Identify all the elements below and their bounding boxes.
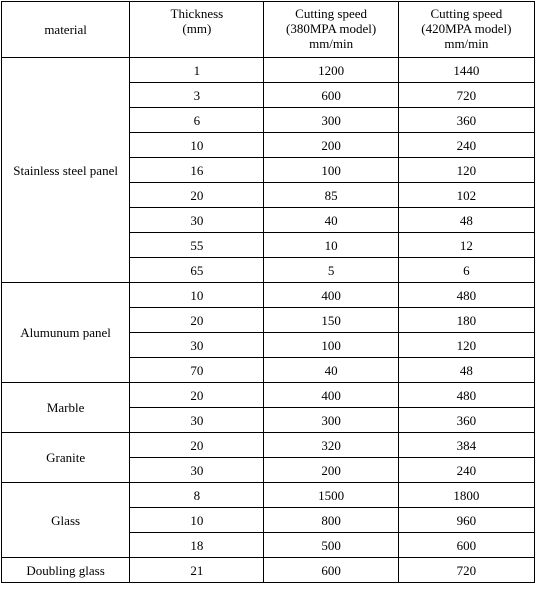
thickness-cell: 30 xyxy=(130,458,264,483)
speed-420-cell: 1440 xyxy=(398,58,534,83)
speed-420-header-line: Cutting speed xyxy=(430,6,503,21)
material-cell: Alumunum panel xyxy=(2,283,130,383)
thickness-cell: 20 xyxy=(130,433,264,458)
speed-380-cell: 1200 xyxy=(264,58,398,83)
speed-380-cell: 320 xyxy=(264,433,398,458)
table-body xyxy=(2,58,535,583)
thickness-cell: 20 xyxy=(130,308,264,333)
header-row xyxy=(2,2,535,58)
thickness-cell: 16 xyxy=(130,158,264,183)
material-cell: Marble xyxy=(2,383,130,433)
speed-420-cell: 480 xyxy=(398,283,534,308)
speed-420-cell: 720 xyxy=(398,558,534,583)
thickness-cell: 55 xyxy=(130,233,264,258)
speed-380-cell: 200 xyxy=(264,133,398,158)
speed-380-cell: 800 xyxy=(264,508,398,533)
speed-380-header xyxy=(264,2,398,58)
table-row xyxy=(2,483,535,508)
speed-380-cell: 600 xyxy=(264,558,398,583)
speed-420-cell: 1800 xyxy=(398,483,534,508)
speed-380-cell: 40 xyxy=(264,208,398,233)
speed-420-cell: 48 xyxy=(398,358,534,383)
speed-380-cell: 100 xyxy=(264,333,398,358)
speed-420-header xyxy=(398,2,534,58)
speed-420-cell: 360 xyxy=(398,108,534,133)
thickness-header-line: Thickness xyxy=(170,6,224,21)
speed-380-cell: 85 xyxy=(264,183,398,208)
material-cell: Glass xyxy=(2,483,130,558)
material-cell: Stainless steel panel xyxy=(2,58,130,283)
speed-380-cell: 300 xyxy=(264,108,398,133)
thickness-cell: 10 xyxy=(130,508,264,533)
material-cell: Doubling glass xyxy=(2,558,130,583)
speed-420-cell: 180 xyxy=(398,308,534,333)
thickness-cell: 65 xyxy=(130,258,264,283)
speed-420-cell: 960 xyxy=(398,508,534,533)
thickness-cell: 10 xyxy=(130,283,264,308)
speed-420-cell: 102 xyxy=(398,183,534,208)
thickness-cell: 30 xyxy=(130,208,264,233)
speed-420-cell: 360 xyxy=(398,408,534,433)
thickness-cell: 20 xyxy=(130,383,264,408)
speed-420-cell: 480 xyxy=(398,383,534,408)
thickness-cell: 30 xyxy=(130,333,264,358)
speed-380-cell: 200 xyxy=(264,458,398,483)
thickness-cell: 10 xyxy=(130,133,264,158)
thickness-cell: 20 xyxy=(130,183,264,208)
speed-420-cell: 12 xyxy=(398,233,534,258)
table-row xyxy=(2,283,535,308)
thickness-cell: 70 xyxy=(130,358,264,383)
table-row xyxy=(2,433,535,458)
cutting-speed-table xyxy=(1,1,535,583)
material-header: material xyxy=(2,2,130,58)
speed-380-cell: 150 xyxy=(264,308,398,333)
speed-420-cell: 120 xyxy=(398,158,534,183)
thickness-cell: 18 xyxy=(130,533,264,558)
speed-380-cell: 400 xyxy=(264,283,398,308)
speed-380-cell: 100 xyxy=(264,158,398,183)
speed-420-header-model: (420MPA model) xyxy=(421,21,512,36)
speed-380-cell: 10 xyxy=(264,233,398,258)
speed-380-header-line: Cutting speed xyxy=(295,6,368,21)
speed-380-cell: 300 xyxy=(264,408,398,433)
table-row xyxy=(2,558,535,583)
thickness-cell: 1 xyxy=(130,58,264,83)
thickness-cell: 3 xyxy=(130,83,264,108)
speed-420-cell: 240 xyxy=(398,458,534,483)
speed-420-cell: 384 xyxy=(398,433,534,458)
speed-380-cell: 400 xyxy=(264,383,398,408)
speed-420-cell: 240 xyxy=(398,133,534,158)
speed-420-cell: 6 xyxy=(398,258,534,283)
table-row xyxy=(2,383,535,408)
speed-380-cell: 5 xyxy=(264,258,398,283)
thickness-cell: 8 xyxy=(130,483,264,508)
speed-380-header-unit: mm/min xyxy=(309,36,354,51)
speed-420-cell: 720 xyxy=(398,83,534,108)
speed-380-cell: 500 xyxy=(264,533,398,558)
speed-420-header-unit: mm/min xyxy=(444,36,489,51)
speed-380-cell: 1500 xyxy=(264,483,398,508)
speed-380-header-model: (380MPA model) xyxy=(286,21,377,36)
material-cell: Granite xyxy=(2,433,130,483)
thickness-cell: 30 xyxy=(130,408,264,433)
speed-380-cell: 40 xyxy=(264,358,398,383)
thickness-cell: 21 xyxy=(130,558,264,583)
thickness-cell: 6 xyxy=(130,108,264,133)
speed-420-cell: 600 xyxy=(398,533,534,558)
speed-420-cell: 120 xyxy=(398,333,534,358)
speed-420-cell: 48 xyxy=(398,208,534,233)
thickness-header xyxy=(130,2,264,58)
table-row xyxy=(2,58,535,83)
speed-380-cell: 600 xyxy=(264,83,398,108)
thickness-header-unit: (mm) xyxy=(182,21,212,36)
